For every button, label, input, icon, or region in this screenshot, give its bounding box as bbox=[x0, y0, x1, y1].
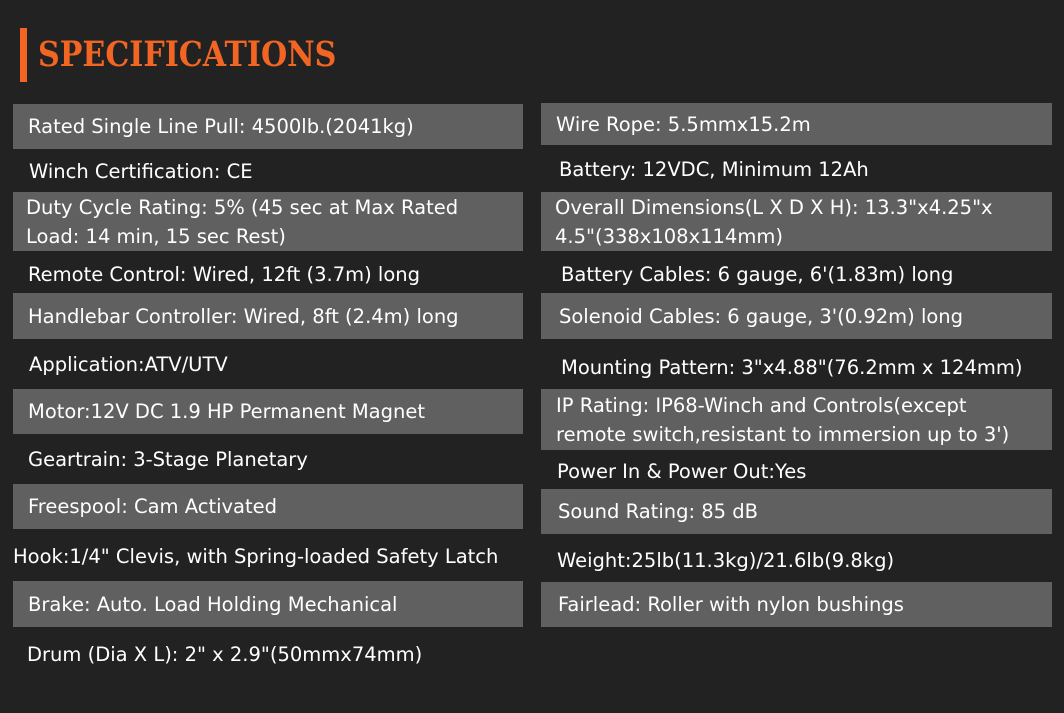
spec-text: Weight:25lb(11.3kg)/21.6lb(9.8kg) bbox=[557, 548, 895, 572]
spec-text: Wire Rope: 5.5mmx15.2m bbox=[556, 112, 811, 136]
spec-row-geartrain bbox=[13, 441, 523, 477]
spec-text: Hook:1/4" Clevis, with Spring-loaded Safety Latch bbox=[13, 544, 499, 568]
spec-row-drum bbox=[13, 636, 523, 672]
spec-text: Drum (Dia X L): 2" x 2.9"(50mmx74mm) bbox=[27, 642, 423, 666]
spec-text: Overall Dimensions(L X D X H): 13.3"x4.25"x 4.5"(338x108x114mm) bbox=[555, 195, 993, 248]
spec-row-battery bbox=[541, 152, 1052, 186]
spec-row-duty-cycle bbox=[13, 192, 523, 251]
spec-row-mounting-pattern bbox=[541, 348, 1052, 386]
spec-row-wire-rope bbox=[541, 103, 1052, 145]
spec-row-handlebar-controller bbox=[13, 293, 523, 339]
spec-text: Handlebar Controller: Wired, 8ft (2.4m) long bbox=[28, 304, 459, 328]
spec-row-weight bbox=[541, 542, 1052, 578]
spec-text: Duty Cycle Rating: 5% (45 sec at Max Rated Load: 14 min, 15 sec Rest) bbox=[26, 195, 459, 248]
spec-text: Power In & Power Out:Yes bbox=[557, 459, 807, 483]
spec-text: Freespool: Cam Activated bbox=[28, 495, 278, 518]
spec-row-sound-rating bbox=[541, 489, 1052, 534]
spec-text: Remote Control: Wired, 12ft (3.7m) long bbox=[28, 262, 421, 286]
spec-row-remote-control bbox=[13, 258, 523, 290]
spec-text: Motor:12V DC 1.9 HP Permanent Magnet bbox=[28, 400, 425, 423]
spec-row-overall-dimensions bbox=[541, 192, 1052, 251]
page-title: SPECIFICATIONS bbox=[38, 34, 337, 75]
spec-text: Mounting Pattern: 3"x4.88"(76.2mm x 124mm) bbox=[561, 355, 1023, 379]
spec-row-certification bbox=[13, 155, 523, 188]
spec-row-brake bbox=[13, 581, 523, 627]
spec-row-freespool bbox=[13, 484, 523, 529]
spec-text: IP Rating: IP68-Winch and Controls(except remote switch,resistant to immersion up to 3') bbox=[556, 393, 1010, 446]
spec-row-solenoid-cables bbox=[541, 293, 1052, 339]
spec-row-ip-rating bbox=[541, 389, 1052, 450]
spec-row-motor bbox=[13, 389, 523, 434]
spec-row-rated-pull bbox=[13, 104, 523, 149]
spec-row-power-in-out bbox=[541, 455, 1052, 487]
spec-row-hook bbox=[13, 538, 523, 574]
spec-text: Rated Single Line Pull: 4500lb.(2041kg) bbox=[28, 115, 414, 138]
spec-row-fairlead bbox=[541, 582, 1052, 627]
spec-text: Sound Rating: 85 dB bbox=[558, 500, 759, 523]
spec-text: Solenoid Cables: 6 gauge, 3'(0.92m) long bbox=[559, 304, 964, 328]
spec-row-battery-cables bbox=[541, 258, 1052, 290]
spec-text: Brake: Auto. Load Holding Mechanical bbox=[28, 592, 398, 616]
spec-row-application bbox=[13, 345, 523, 383]
spec-text: Geartrain: 3-Stage Planetary bbox=[28, 447, 308, 471]
spec-text: Fairlead: Roller with nylon bushings bbox=[558, 593, 904, 616]
spec-text: Application:ATV/UTV bbox=[29, 352, 228, 376]
title-accent-bar bbox=[20, 28, 27, 82]
spec-text: Battery: 12VDC, Minimum 12Ah bbox=[559, 157, 869, 181]
spec-text: Winch Certification: CE bbox=[29, 160, 253, 183]
spec-text: Battery Cables: 6 gauge, 6'(1.83m) long bbox=[561, 262, 954, 286]
